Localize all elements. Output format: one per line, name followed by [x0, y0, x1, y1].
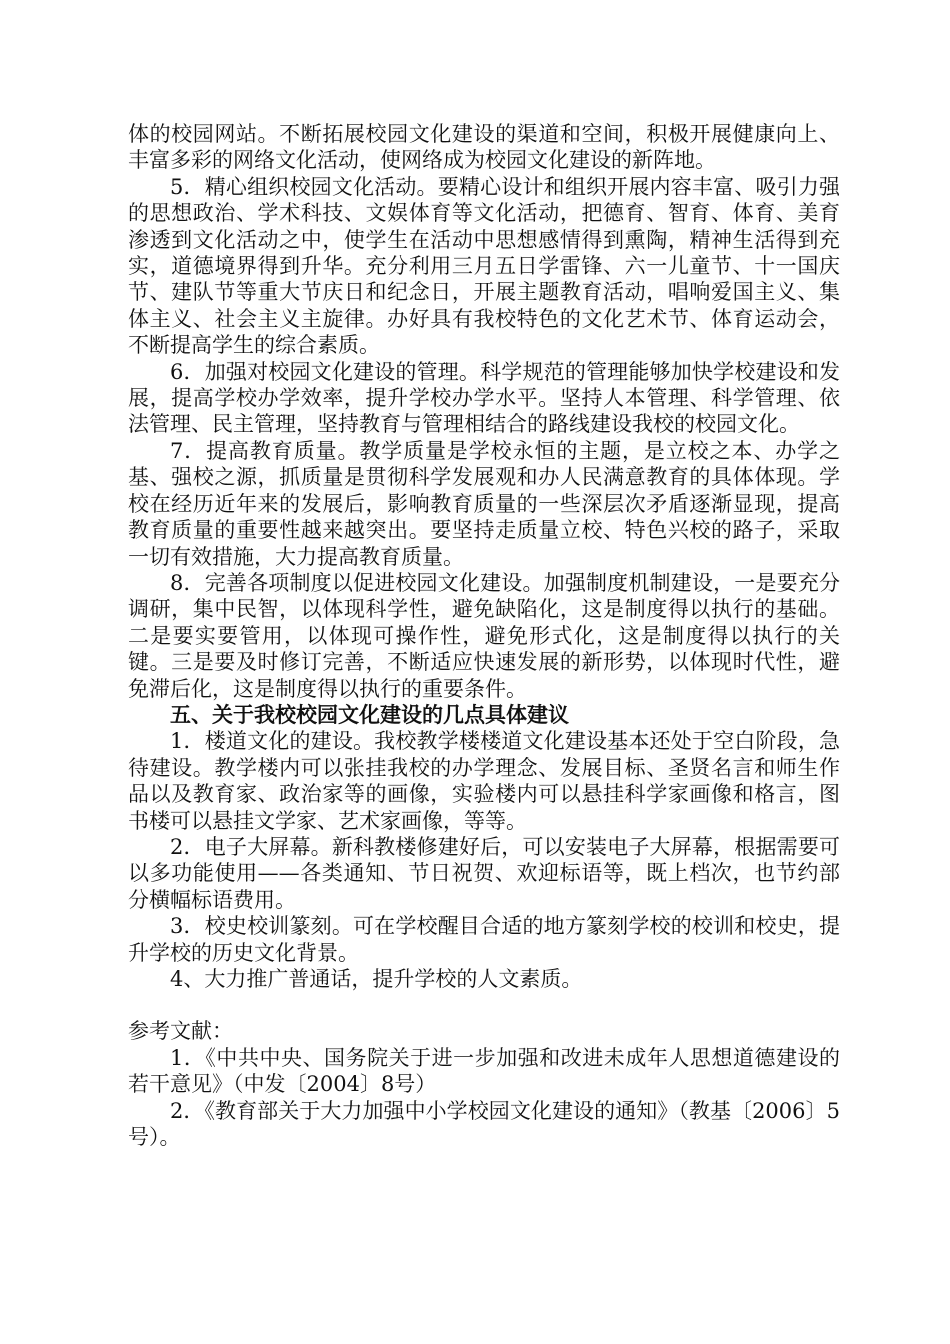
- suggestion-item-1: 1．楼道文化的建设。我校教学楼楼道文化建设基本还处于空白阶段，急待建设。教学楼内可以张挂我校的办学理念、发展目标、圣贤名言和师生作品以及教育家、政治家等的画像，实验楼内可以悬挂科学家画像和格言，图书楼可以悬挂文学家、艺术家画像，等等。: [128, 729, 840, 833]
- references-title: 参考文献：: [128, 1019, 233, 1044]
- suggestion-item-4: 4、大力推广普通话，提升学校的人文素质。: [170, 967, 583, 991]
- paragraph-item-8: 8．完善各项制度以促进校园文化建设。加强制度机制建设，一是要充分调研，集中民智，以体现科学性，避免缺陷化，这是制度得以执行的基础。二是要实要管用，以体现可操作性，避免形式化，这是制度得以执行的关键。三是要及时修订完善，不断适应快速发展的新形势，以体现时代性，避免滞后化，这是制度得以执行的重要条件。: [128, 570, 840, 701]
- paragraph-continued: 体的校园网站。不断拓展校园文化建设的渠道和空间，积极开展健康向上、丰富多彩的网络文化活动，使网络成为校园文化建设的新阵地。: [128, 122, 840, 173]
- suggestion-item-3: 3．校史校训篆刻。可在学校醒目合适的地方篆刻学校的校训和校史，提升学校的历史文化背景。: [128, 914, 840, 965]
- paragraph-item-6: 6．加强对校园文化建设的管理。科学规范的管理能够加快学校建设和发展，提高学校办学效率，提升学校办学水平。坚持人本管理、科学管理、依法管理、民主管理，坚持教育与管理相结合的路线建设我校的校园文化。: [128, 359, 840, 437]
- blank-line: [128, 992, 840, 1018]
- document-page: [128, 121, 840, 1150]
- reference-item-2: 2．《教育部关于大力加强中小学校园文化建设的通知》（教基〔2006〕5号）。: [128, 1098, 840, 1150]
- paragraph-item-5: 5．精心组织校园文化活动。要精心设计和组织开展内容丰富、吸引力强的思想政治、学术科技、文娱体育等文化活动，把德育、智育、体育、美育渗透到文化活动之中，使学生在活动中思想感情得到熏陶，精神生活得到充实，道德境界得到升华。充分利用三月五日学雷锋、六一儿童节、十一国庆节、建队节等重大节庆日和纪念日，开展主题教育活动，唱响爱国主义、集体主义、社会主义主旋律。办好具有我校特色的文化艺术节、体育运动会，不断提高学生的综合素质。: [128, 174, 840, 358]
- suggestion-item-2: 2．电子大屏幕。新科教楼修建好后，可以安装电子大屏幕，根据需要可以多功能使用——各类通知、节日祝贺、欢迎标语等，既上档次，也节约部分横幅标语费用。: [128, 834, 840, 912]
- reference-item-1: 1．《中共中央、国务院关于进一步加强和改进未成年人思想道德建设的若干意见》（中发〔2004〕8号）: [128, 1045, 840, 1097]
- paragraph-item-7: 7．提高教育质量。教学质量是学校永恒的主题，是立校之本、办学之基、强校之源，抓质量是贯彻科学发展观和办人民满意教育的具体体现。学校在经历近年来的发展后，影响教育质量的一些深层次矛盾逐渐显现，提高教育质量的重要性越来越突出。要坚持走质量立校、特色兴校的路子，采取一切有效措施，大力提高教育质量。: [128, 438, 840, 569]
- section-heading-5: 五、关于我校校园文化建设的几点具体建议: [170, 702, 569, 727]
